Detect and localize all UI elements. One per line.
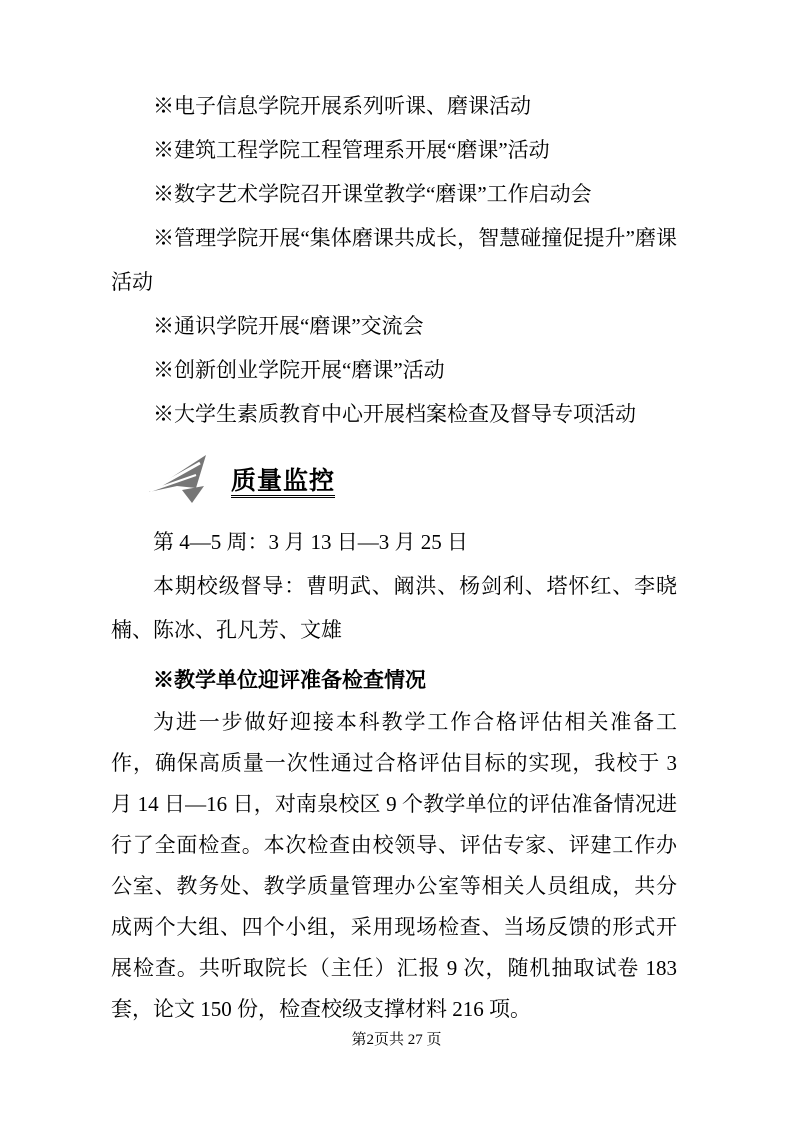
subsection-heading: ※教学单位迎评准备检查情况: [153, 668, 426, 692]
bullet-item: ※通识学院开展“磨课”交流会: [153, 314, 424, 338]
bullet-item: ※数字艺术学院召开课堂教学“磨课”工作启动会: [153, 182, 592, 206]
page-number: 第2页共 27 页: [351, 1032, 442, 1048]
bullet-item: ※大学生素质教育中心开展档案检查及督导专项活动: [153, 402, 636, 426]
section-title: 质量监控: [231, 467, 336, 495]
page-content: [111, 84, 677, 1030]
section-header: [111, 452, 677, 506]
body-paragraph: 为进一步做好迎接本科教学工作合格评估相关准备工作，确保高质量一次性通过合格评估目标的实现，我校于 3 月 14 日—16 日，对南泉校区 9 个教学单位的评估准备情况进行了全面检查。本次检查由校领导、评估专家、评建工作办公室、教务处、教学质量管理办公室等相关人员组成，共分成两个大组、四个小组，采用现场检查、当场反馈的形式开展检查。共听取院长（主任）汇报 9 次，随机抽取试卷 183 套，论文 150 份，检查校级支撑材料 216 项。: [111, 710, 677, 1021]
bullet-item: ※建筑工程学院工程管理系开展“磨课”活动: [153, 138, 550, 162]
supervisors-line: 本期校级督导：曹明武、阚洪、杨剑利、塔怀红、李晓楠、陈冰、孔凡芳、文雄: [111, 574, 677, 642]
paper-plane-icon: [149, 454, 207, 504]
bullet-item: ※创新创业学院开展“磨课”活动: [153, 358, 445, 382]
week-range-line: 第 4—5 周：3 月 13 日—3 月 25 日: [153, 530, 468, 554]
bullet-list: [111, 84, 677, 436]
bullet-item: ※电子信息学院开展系列听课、磨课活动: [153, 94, 531, 118]
bullet-item: ※管理学院开展“集体磨课共成长，智慧碰撞促提升”磨课活动: [111, 226, 677, 294]
